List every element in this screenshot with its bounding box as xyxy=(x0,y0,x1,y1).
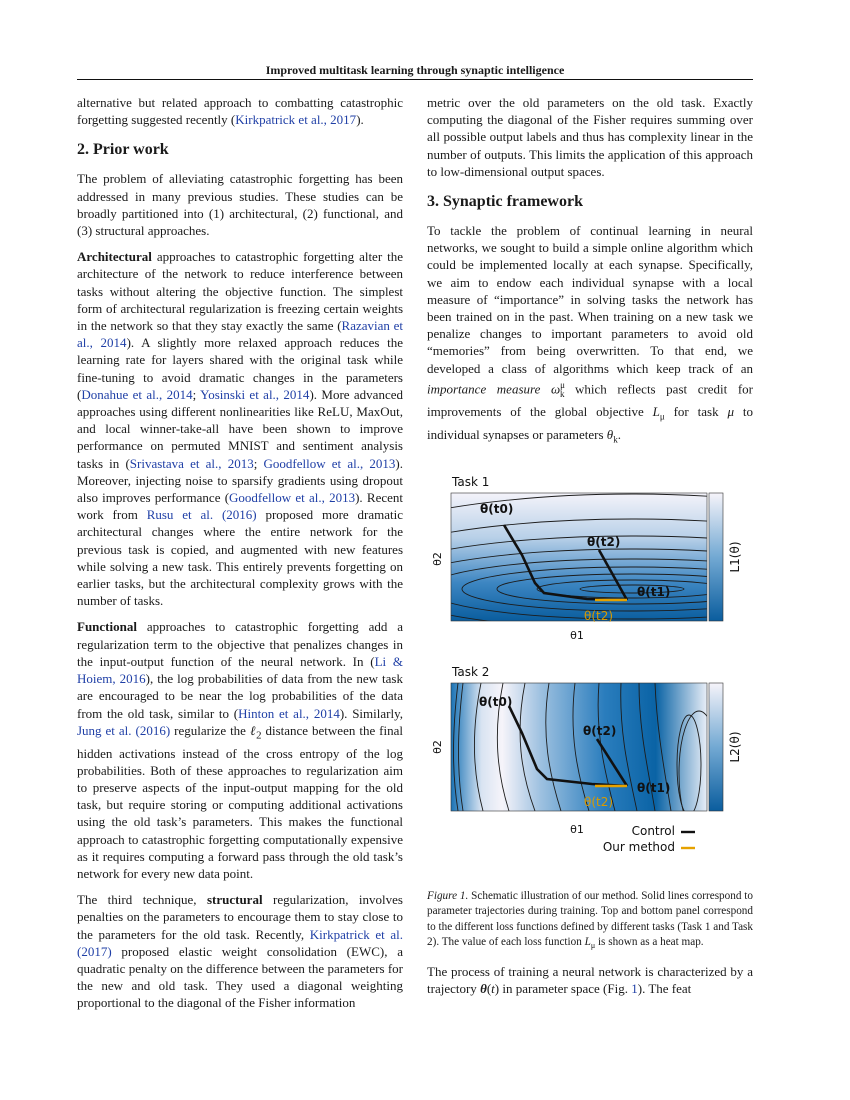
x-axis-label: θ1 xyxy=(570,628,584,642)
running-title: Improved multitask learning through synaptic intelligence xyxy=(265,63,565,77)
point-label-t2-ours: θ(t2) xyxy=(584,608,614,623)
citation-link[interactable]: Jung et al. (2016) xyxy=(77,722,171,738)
paragraph-trajectory: The process of training a neural network is characterized by a trajectory θ(t) in parameter space (Fig. 1). The feat xyxy=(427,963,753,996)
point-label-t1: θ(t1) xyxy=(637,584,671,599)
citation-link[interactable]: Yosinski et al., 2014 xyxy=(200,386,310,402)
citation-link[interactable]: Srivastava et al., 2013 xyxy=(129,455,254,471)
x-axis-label: θ1 xyxy=(570,822,584,836)
paragraph-intro-tail: alternative but related approach to combatting catastrophic forgetting suggested recently (Kirkpatrick et al., 2017). xyxy=(77,95,403,128)
paragraph-functional: Functional approaches to catastrophic forgetting add a regularization term to the objective that penalizes changes in the input-output function of the neural network. In (Li & Hoiem, 2016), the log probabilities of data from the new task are encouraged to be near the log probabilities of the data from the old task, similar to (Hinton et al., 2014). Similarly, Jung et al. (2016) regularize the ℓ$_2$ distance between the final hidden activations instead of the cross entropy of the log probabilities. Both of these approaches to regularization aim to preserve aspects of the input-output mapping for the old task, but require storing or computing additional activations using the old task’s parameters. This makes the functional approach to catastrophic forgetting computationally expensive as it requires computing a forward pass through the old task’s network for every new data point. xyxy=(77,619,404,881)
panel-task-2 xyxy=(431,665,742,836)
section-heading-prior-work: 2. Prior work xyxy=(77,141,169,159)
left-column xyxy=(77,94,403,1021)
point-label-t2-ours: θ(t2) xyxy=(584,794,614,809)
citation-link[interactable]: Rusu et al. (2016) xyxy=(146,507,257,523)
right-column xyxy=(427,94,753,1006)
point-label-t0: θ(t0) xyxy=(480,501,514,516)
panel-task-1 xyxy=(427,475,753,684)
paragraph-architectural: Architectural approaches to catastrophic forgetting alter the architecture of the network to reduce interference between tasks without altering the objective function. The simplest form of architectural regularization is freezing certain weights in the network so that they stay exactly the same (Razavian et al., 2014). A slightly more relaxed approach reduces the learning rate for layers shared with the original task while fine-tuning to avoid dramatic changes in the parameters (Donahue et al., 2014; Yosinski et al., 2014). More advanced approaches using different nonlinearities like ReLU, MaxOut, and local winner-take-all have been shown to improve performance on permuted MNIST and sentiment analysis tasks in (Srivastava et al., 2013; Goodfellow et al., 2013). Moreover, injecting noise to sparsify gradients using dropout also improves performance (Goodfellow et al., 2013). Recent work from Rusu et al. (2016) proposed more dramatic architectural changes where the entire network for the previous task is copied, and augmented with new features while solving a new task. This entirely prevents forgetting on earlier tasks, but the architectural complexity grows with the number of tasks. xyxy=(77,249,403,609)
colorbar-label: L2(θ) xyxy=(728,731,742,763)
citation-link[interactable]: Goodfellow et al., 2013 xyxy=(229,490,356,506)
colorbar-label: L1(θ) xyxy=(728,541,742,573)
legend-label-our-method: Our method xyxy=(602,839,675,854)
section-heading-synaptic-framework: 3. Synaptic framework xyxy=(427,193,583,211)
citation-link[interactable]: Li & Hoiem, 2016 xyxy=(77,653,403,687)
citation-link[interactable]: Kirkpatrick et al. (2017) xyxy=(77,926,403,959)
point-label-t0: θ(t0) xyxy=(479,694,513,709)
figure-1 xyxy=(427,473,753,883)
panel-title: Task 2 xyxy=(452,664,490,679)
header-rule xyxy=(77,79,753,80)
paragraph-fisher-tail: metric over the old parameters on the old task. Exactly computing the diagonal of the Fisher requires summing over all possible output labels and thus has complexity linear in the number of outputs. This limits the application of this approach to low-dimensional output spaces. xyxy=(427,95,753,179)
figure-caption: Figure 1. Schematic illustration of our method. Solid lines correspond to parameter trajectories during training. Top and bottom panel correspond to the different loss functions defined by different tasks (Task 1 and Task 2). The value of each loss function $L_\mu$ is shown as a heat map. xyxy=(427,889,753,951)
y-axis-label: θ2 xyxy=(431,739,444,754)
colorbar xyxy=(709,683,723,811)
figure-ref-link[interactable]: 1 xyxy=(631,981,638,996)
citation-link[interactable]: Goodfellow et al., 2013 xyxy=(263,455,396,471)
point-label-t2-control: θ(t2) xyxy=(587,534,621,549)
figure-1-svg xyxy=(427,473,753,883)
point-label-t1: θ(t1) xyxy=(637,780,671,795)
legend xyxy=(603,824,695,854)
paragraph-prior-overview: The problem of alleviating catastrophic forgetting has been addressed in many previous studies. These studies can be broadly partitioned into (1) architectural, (2) functional, and (3) structural approaches. xyxy=(77,171,403,239)
colorbar xyxy=(709,493,723,621)
citation-link[interactable]: Kirkpatrick et al., 2017 xyxy=(235,112,357,128)
point-label-t2-control: θ(t2) xyxy=(583,723,617,738)
paragraph-synaptic-intro: To tackle the problem of continual learning in neural networks, we sought to build a simple online algorithm which could be implemented locally at each synapse. Specifically, we aim to endow each individual synapse with a local measure of “importance” in solving tasks the network has been trained on in the past. When training on a new task we penalize changes to important parameters to avoid old “memories” from being overwritten. To that end, we developed a class of algorithms which keep track of an importance measure $\omega^\mu_k$ which reflects past credit for improvements of the global objective $L_\mu$ for task μ to individual synapses or parameters $\theta_k$. xyxy=(427,223,754,445)
citation-link[interactable]: Hinton et al., 2014 xyxy=(238,705,340,721)
panel-title: Task 1 xyxy=(452,474,490,489)
legend-label-control: Control xyxy=(631,823,675,838)
citation-link[interactable]: Razavian et al., 2014 xyxy=(77,318,403,351)
y-axis-label: θ2 xyxy=(431,551,444,566)
citation-link[interactable]: Donahue et al., 2014 xyxy=(81,386,193,402)
paragraph-structural: The third technique, structural regularization, involves penalties on the parameters to encourage them to stay close to the parameters for the old task. Recently, Kirkpatrick et al. (2017) proposed elastic weight consolidation (EWC), a quadratic penalty on the difference between the parameters for the new and old task. They used a diagonal weighting proportional to the diagonal of the Fisher information xyxy=(77,892,403,1011)
